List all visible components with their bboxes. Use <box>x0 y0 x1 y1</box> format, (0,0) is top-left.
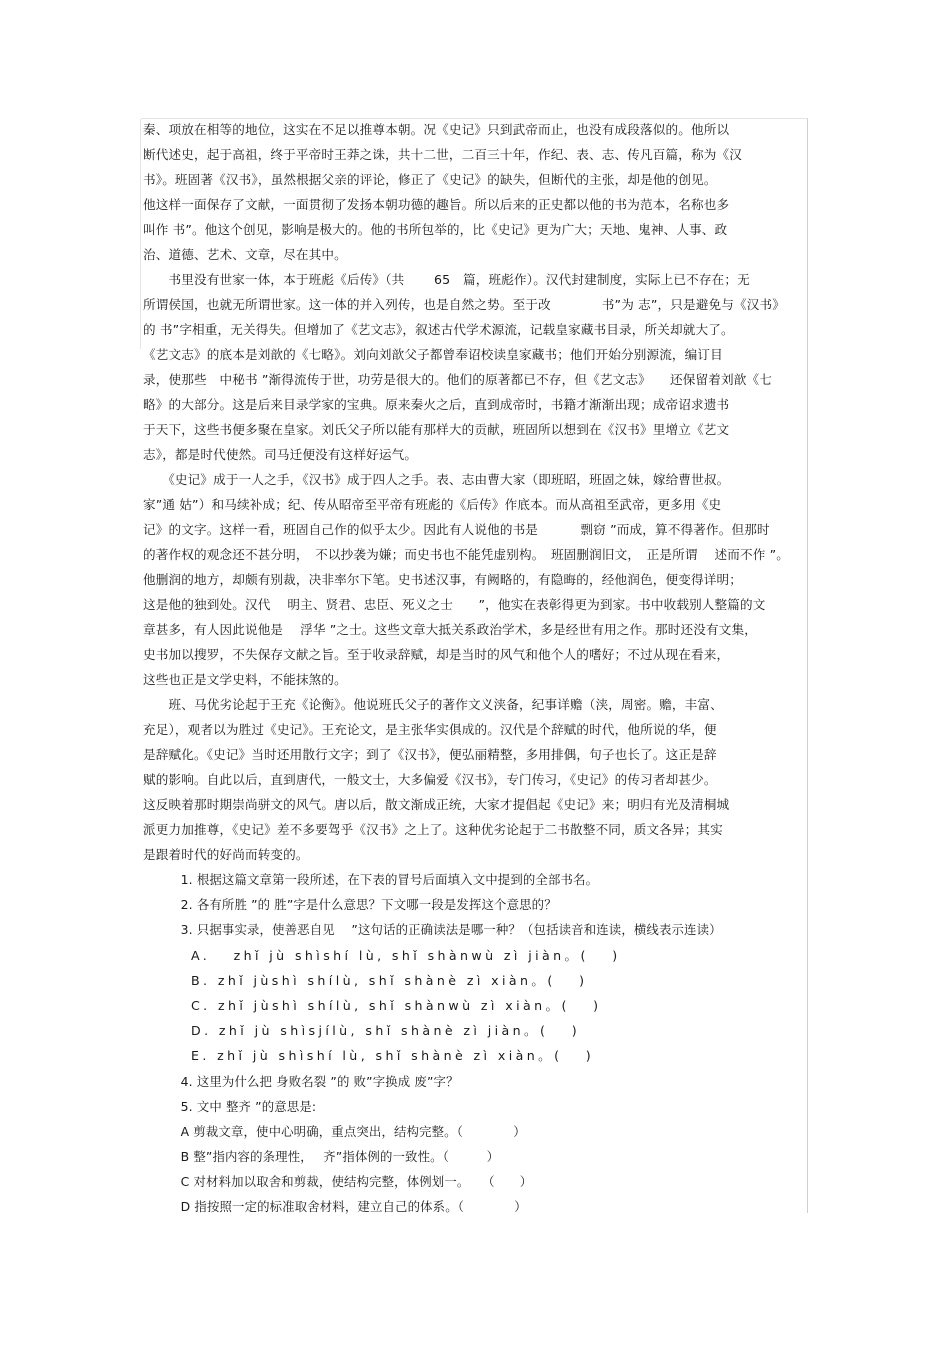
text-line: 这是他的独到处。汉代 明主、贤君、忠臣、死义之士 ”，他实在表彰得更为到家。书中收载别人整篇的文 <box>143 597 766 612</box>
text-line: 于天下，这些书便多聚在皇家。刘氏父子所以能有那样大的贡献，班固所以想到在《汉书》里增立《艺文 <box>143 422 730 437</box>
question-5: 5. 文中 整齐 ”的意思是: <box>143 1098 317 1114</box>
text-line: 志》，都是时代使然。司马迁便没有这样好运气。 <box>143 447 418 462</box>
text-line: 略》的大部分。这是后来目录学家的宝典。原来秦火之后，直到成帝时，书籍才渐渐出现；成帝诏求遗书 <box>143 397 730 412</box>
text-line: 章甚多，有人因此说他是 浮华 ”之士。这些文章大抵关系政治学术，多是经世有用之作。那时还没有文集， <box>143 622 757 637</box>
text-line: 是辞赋化。《史记》当时还用散行文字；到了《汉书》，便弘丽精整，多用排偶，句子也长了。这正是辞 <box>143 747 717 762</box>
option-d: D 指按照一定的标准取舍材料，建立自己的体系。（ ） <box>143 1199 527 1215</box>
question-1: 1. 根据这篇文章第一段所述，在下表的冒号后面填入文中提到的全部书名。 <box>143 872 599 887</box>
document-body <box>143 117 823 1220</box>
text-line: 史书加以搜罗，不失保存文献之旨。至于收录辞赋，却是当时的风气和他个人的嗜好；不过从现在看来， <box>143 647 730 662</box>
text-line: 治、道德、艺术、文章，尽在其中。 <box>143 247 347 262</box>
text-line: 《史记》成于一人之手，《汉书》成于四人之手。表、志由曹大家（即班昭，班固之妹，嫁给曹世叔。 <box>143 472 730 487</box>
text-line: 书里没有世家一体，本于班彪《后传》（共 65 篇，班彪作）。汉代封建制度，实际上已不存在；无 <box>143 272 750 287</box>
text-line: 叫作 书”。他这个创见，影响是极大的。他的书所包举的，比《史记》更为广大；天地、鬼神、人事、政 <box>143 222 728 237</box>
text-line: 这些也正是文学史料，不能抹煞的。 <box>143 672 347 687</box>
option-c: C 对材料加以取舍和剪裁，使结构完整，体例划一。 （ ） <box>143 1174 533 1190</box>
text-line: 班、马优劣论起于王充《论衡》。他说班氏父子的著作文义浃备，纪事详赡（浃，周密。赡，丰富、 <box>143 697 723 712</box>
text-line: 的著作权的观念还不甚分明， 不以抄袭为嫌；而史书也不能凭虚别构。 班固删润旧文， 正是所谓 述而不作 ”。 <box>143 547 790 562</box>
text-line: 他这样一面保存了文献，一面贯彻了发扬本朝功德的趣旨。所以后来的正史都以他的书为范本，名称也多 <box>143 197 730 212</box>
option-e: E. zhǐ jù shìshí lù, shǐ shànè zì xiàn。( ) <box>143 1048 595 1064</box>
text-line: 书》。班固著《汉书》，虽然根据父亲的评论，修正了《史记》的缺失，但断代的主张，却是他的创见。 <box>143 172 717 187</box>
text-line: 的 书”字相重，无关得失。但增加了《艺文志》，叙述古代学术源流，记载皇家藏书目录，所关却就大了。 <box>143 322 734 337</box>
article-text <box>143 117 823 867</box>
option-c: C. zhǐ jùshì shílù, shǐ shànwù zì xiàn。( ) <box>143 997 602 1013</box>
question-2: 2. 各有所胜 ”的 胜”字是什么意思？下文哪一段是发挥这个意思的？ <box>143 897 557 913</box>
text-line: 家”通 姑”）和马续补成；纪、传从昭帝至平帝有班彪的《后传》作底本。而从高祖至武帝，更多用《史 <box>143 497 722 512</box>
option-b: B 整”指内容的条理性， 齐”指体例的一致性。（ ） <box>143 1149 500 1165</box>
text-line: 赋的影响。自此以后，直到唐代，一般文士，大多偏爱《汉书》，专门传习，《史记》的传习者却甚少。 <box>143 772 717 787</box>
question-3: 3. 只据事实录，使善恶自见 ”这句话的正确读法是哪一种？（包括读音和连读，横线表示连读） <box>143 922 722 938</box>
question-4: 4. 这里为什么把 身败名裂 ”的 败”字换成 废”字？ <box>143 1073 459 1089</box>
text-line: 记》的文字。这样一看，班固自己作的似乎太少。因此有人说他的书是 剽窃 ”而成，算不得著作。但那时 <box>143 522 770 537</box>
option-a: A 剪裁文章，使中心明确，重点突出，结构完整。（ ） <box>143 1123 526 1139</box>
text-line: 他删润的地方，却颇有别裁，决非率尔下笔。史书述汉事，有阙略的，有隐晦的，经他润色，便变得详明； <box>143 572 742 587</box>
option-b: B. zhǐ jùshì shílù, shǐ shànè zì xiàn。( ) <box>143 972 588 988</box>
questions-section <box>143 867 823 1220</box>
text-line: 是跟着时代的好尚而转变的。 <box>143 847 309 862</box>
text-line: 断代述史，起于高祖，终于平帝时王莽之诛，共十二世，二百三十年，作纪、表、志、传凡百篇，称为《汉 <box>143 147 742 162</box>
text-line: 秦、项放在相等的地位，这实在不足以推尊本朝。况《史记》只到武帝而止，也没有成段落似的。他所以 <box>143 122 730 137</box>
text-line: 录，使那些 中秘书 ”渐得流传于世，功劳是很大的。他们的原著都已不存，但《艺文志》 还保留着刘歆《七 <box>143 372 772 387</box>
option-d: D. zhǐ jù shìsjílù, shǐ shànè zì jiàn。( ) <box>143 1023 581 1039</box>
text-line: 《艺文志》的底本是刘歆的《七略》。刘向刘歆父子都曾奉诏校读皇家藏书；他们开始分别源流，编订目 <box>143 347 723 362</box>
text-line: 所谓侯国，也就无所谓世家。这一体的并入列传，也是自然之势。至于改 书”为 志”，只是避免与《汉书》 <box>143 297 785 312</box>
option-a: A. zhǐ jù shìshí lù, shǐ shànwù zì jiàn。( ) <box>143 947 621 963</box>
text-line: 充足），观者以为胜过《史记》。王充论文，是主张华实俱成的。汉代是个辞赋的时代，他所说的华，便 <box>143 722 717 737</box>
text-line: 派更力加推尊，《史记》差不多要驾乎《汉书》之上了。这种优劣论起于二书散整不同，质文各异；其实 <box>143 822 723 837</box>
text-line: 这反映着那时期崇尚骈文的风气。唐以后，散文渐成正统，大家才提倡起《史记》来；明归有光及清桐城 <box>143 797 730 812</box>
